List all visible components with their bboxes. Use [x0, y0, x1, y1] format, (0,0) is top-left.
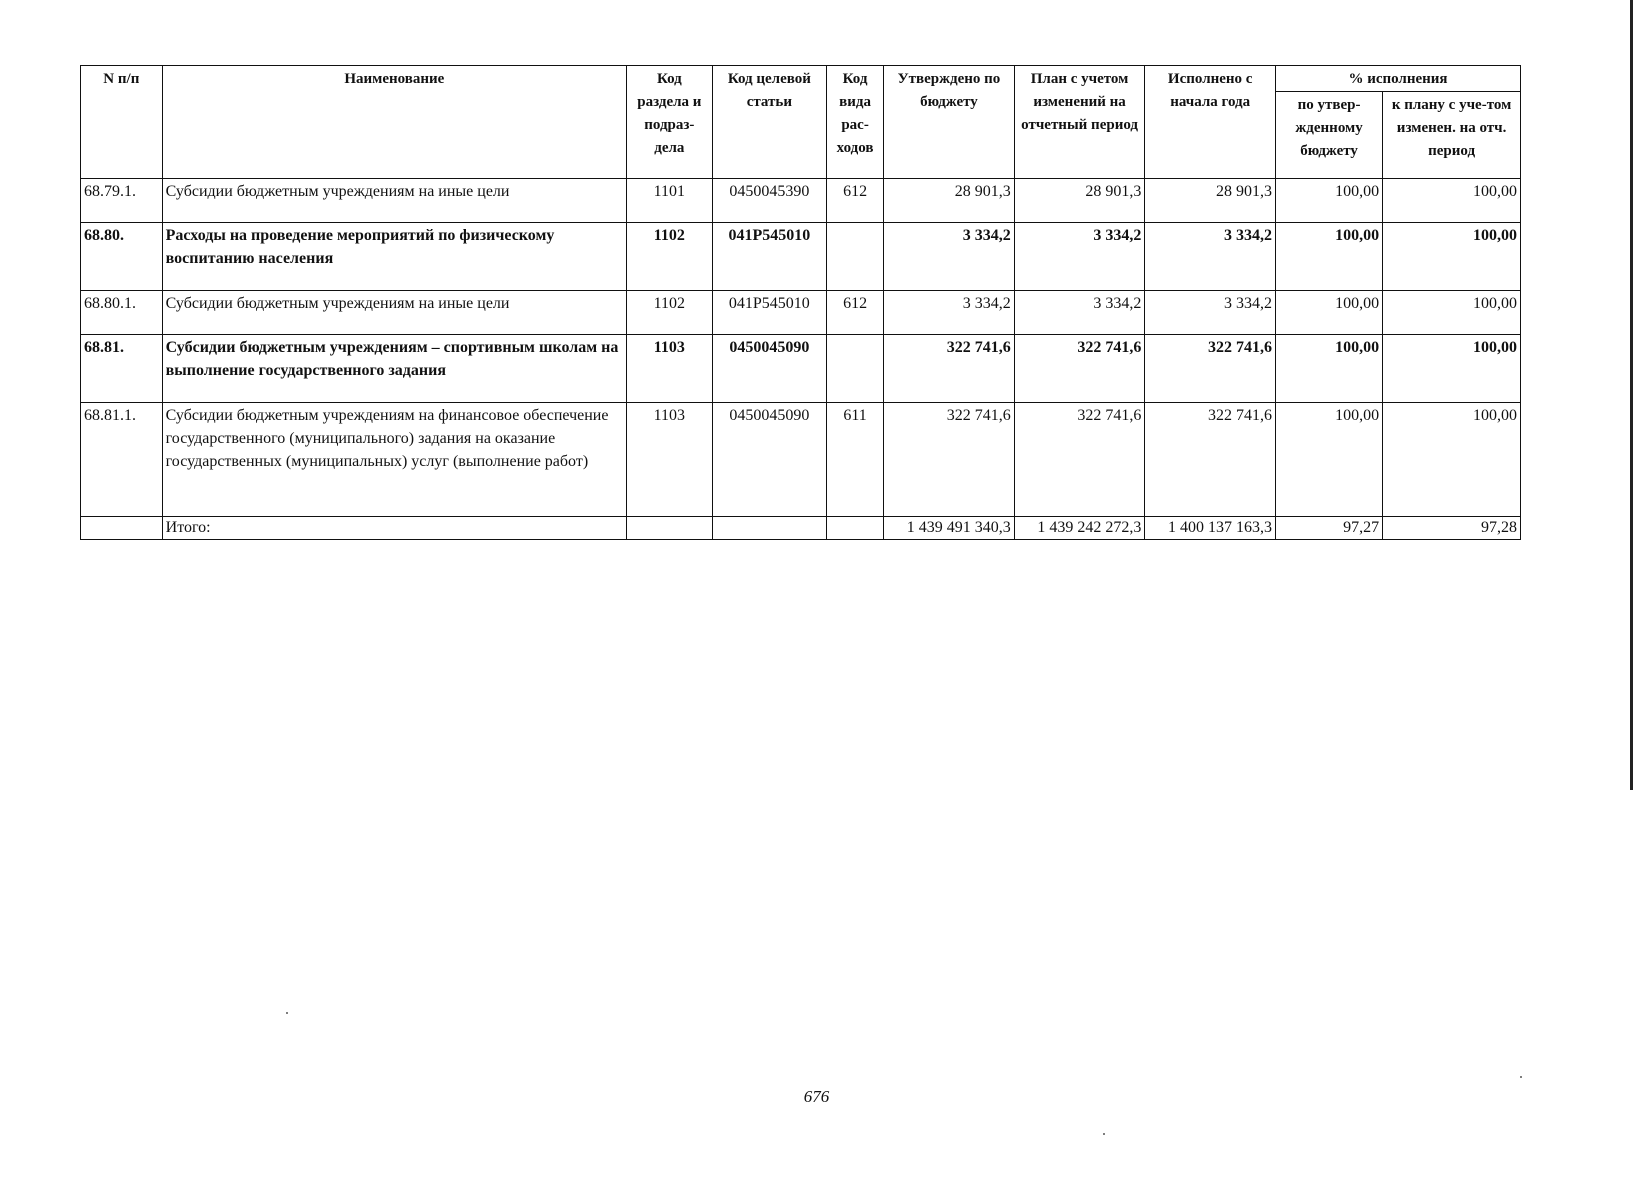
- header-row-top: [81, 66, 1521, 92]
- row-executed: 322 741,6: [1145, 403, 1276, 517]
- scan-speck: [1103, 1133, 1105, 1135]
- row-type: 611: [827, 403, 884, 517]
- row-section: 1101: [626, 179, 712, 223]
- row-target: 041P545010: [712, 223, 826, 291]
- row-executed: 3 334,2: [1145, 223, 1276, 291]
- row-pct-budget: 100,00: [1276, 335, 1383, 403]
- row-pct-budget: 100,00: [1276, 179, 1383, 223]
- total-plan: 1 439 242 272,3: [1014, 517, 1145, 540]
- row-type: [827, 335, 884, 403]
- table-row: [81, 291, 1521, 335]
- row-num: 68.81.: [81, 335, 163, 403]
- page-number: 676: [803, 1087, 830, 1106]
- row-approved: 3 334,2: [884, 223, 1015, 291]
- total-num-empty: [81, 517, 163, 540]
- total-executed: 1 400 137 163,3: [1145, 517, 1276, 540]
- row-pct-budget: 100,00: [1276, 403, 1383, 517]
- row-num: 68.81.1.: [81, 403, 163, 517]
- row-plan: 322 741,6: [1014, 335, 1145, 403]
- header-section-code: Код раздела и подраз-дела: [626, 66, 712, 179]
- row-section: 1103: [626, 335, 712, 403]
- row-plan: 3 334,2: [1014, 223, 1145, 291]
- row-approved: 3 334,2: [884, 291, 1015, 335]
- row-target: 0450045090: [712, 403, 826, 517]
- header-approved: Утверждено по бюджету: [884, 66, 1015, 179]
- row-plan: 3 334,2: [1014, 291, 1145, 335]
- row-section: 1102: [626, 291, 712, 335]
- row-name: Расходы на проведение мероприятий по физическому воспитанию населения: [162, 223, 626, 291]
- row-plan: 28 901,3: [1014, 179, 1145, 223]
- row-pct-plan: 100,00: [1383, 291, 1521, 335]
- row-target: 041P545010: [712, 291, 826, 335]
- row-pct-budget: 100,00: [1276, 291, 1383, 335]
- row-section: 1102: [626, 223, 712, 291]
- row-name: Субсидии бюджетным учреждениям на иные цели: [162, 179, 626, 223]
- row-executed: 28 901,3: [1145, 179, 1276, 223]
- row-num: 68.79.1.: [81, 179, 163, 223]
- total-section-empty: [626, 517, 712, 540]
- row-pct-plan: 100,00: [1383, 403, 1521, 517]
- row-name: Субсидии бюджетным учреждениям – спортивным школам на выполнение государственного задания: [162, 335, 626, 403]
- row-approved: 28 901,3: [884, 179, 1015, 223]
- scan-speck: [286, 1012, 288, 1014]
- header-expense-type: Код вида рас-ходов: [827, 66, 884, 179]
- row-num: 68.80.: [81, 223, 163, 291]
- header-pct-budget: по утвер-жденному бюджету: [1276, 92, 1383, 179]
- row-target: 0450045390: [712, 179, 826, 223]
- total-type-empty: [827, 517, 884, 540]
- table-row: [81, 335, 1521, 403]
- header-name: Наименование: [162, 66, 626, 179]
- row-plan: 322 741,6: [1014, 403, 1145, 517]
- total-pct-budget: 97,27: [1276, 517, 1383, 540]
- row-approved: 322 741,6: [884, 403, 1015, 517]
- header-executed: Исполнено с начала года: [1145, 66, 1276, 179]
- row-name: Субсидии бюджетным учреждениям на финансовое обеспечение государственного (муниципального) задания на оказание государственных (муниципальных) услуг (выполнение работ): [162, 403, 626, 517]
- table-row: [81, 223, 1521, 291]
- row-pct-plan: 100,00: [1383, 179, 1521, 223]
- header-num: N п/п: [81, 66, 163, 179]
- row-section: 1103: [626, 403, 712, 517]
- budget-execution-table: [80, 65, 1521, 540]
- total-target-empty: [712, 517, 826, 540]
- header-pct-plan: к плану с уче-том изменен. на отч. период: [1383, 92, 1521, 179]
- row-approved: 322 741,6: [884, 335, 1015, 403]
- total-approved: 1 439 491 340,3: [884, 517, 1015, 540]
- table-row: [81, 179, 1521, 223]
- table-row: [81, 403, 1521, 517]
- row-type: [827, 223, 884, 291]
- row-target: 0450045090: [712, 335, 826, 403]
- total-label: Итого:: [162, 517, 626, 540]
- row-type: 612: [827, 291, 884, 335]
- total-row: [81, 517, 1521, 540]
- table-body: [81, 179, 1521, 540]
- row-pct-budget: 100,00: [1276, 223, 1383, 291]
- row-name: Субсидии бюджетным учреждениям на иные цели: [162, 291, 626, 335]
- header-pct-group: % исполнения: [1276, 66, 1521, 92]
- row-type: 612: [827, 179, 884, 223]
- header-plan: План с учетом изменений на отчетный период: [1014, 66, 1145, 179]
- row-executed: 3 334,2: [1145, 291, 1276, 335]
- row-pct-plan: 100,00: [1383, 335, 1521, 403]
- row-num: 68.80.1.: [81, 291, 163, 335]
- total-pct-plan: 97,28: [1383, 517, 1521, 540]
- row-pct-plan: 100,00: [1383, 223, 1521, 291]
- row-executed: 322 741,6: [1145, 335, 1276, 403]
- scan-speck: [1520, 1076, 1522, 1078]
- header-target-code: Код целевой статьи: [712, 66, 826, 179]
